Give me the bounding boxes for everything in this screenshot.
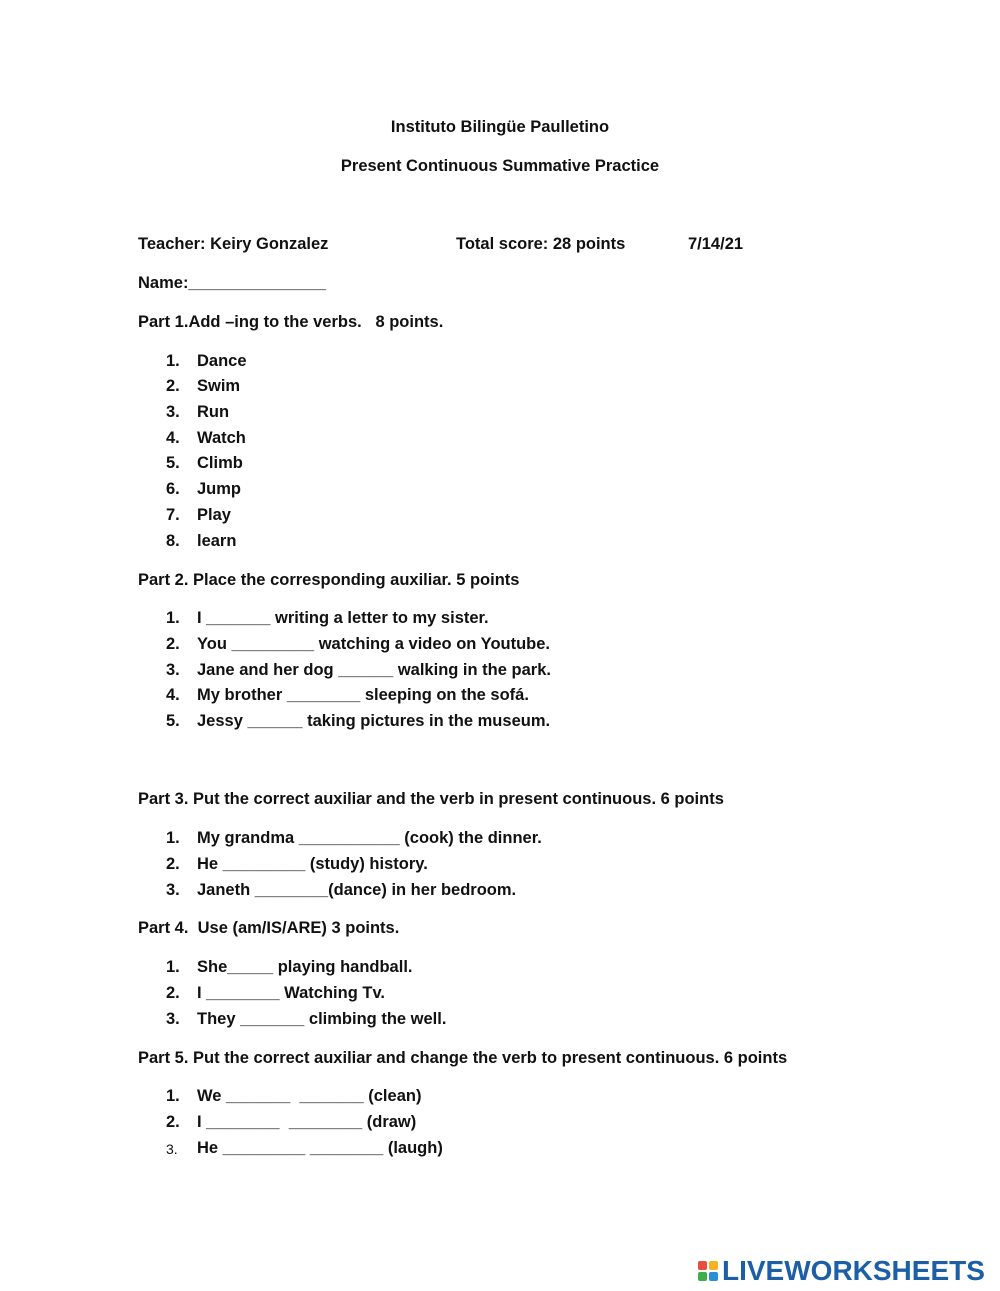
school-name: Instituto Bilingüe Paulletino xyxy=(390,118,610,136)
liveworksheets-logo[interactable] xyxy=(698,1254,985,1288)
item-number: 1. xyxy=(166,958,180,976)
item-text: Swim xyxy=(197,377,241,395)
item-number: 1. xyxy=(166,609,180,627)
item-number: 5. xyxy=(166,712,180,730)
item-text: He _________ ________ (laugh) xyxy=(197,1139,443,1157)
item-number: 8. xyxy=(166,532,180,550)
liveworksheets-icon xyxy=(698,1261,718,1281)
logo-square-icon xyxy=(698,1272,707,1281)
item-number: 2. xyxy=(166,377,180,395)
item-text: She_____ playing handball. xyxy=(197,958,413,976)
part4-heading: Part 4. Use (am/IS/ARE) 3 points. xyxy=(138,919,400,937)
item-number: 3. xyxy=(166,1141,178,1157)
item-number: 3. xyxy=(166,881,180,899)
item-text: You _________ watching a video on Youtube. xyxy=(197,635,551,653)
item-text: learn xyxy=(197,532,237,550)
item-text: They _______ climbing the well. xyxy=(197,1010,447,1028)
item-text: I ________ Watching Tv. xyxy=(197,984,385,1002)
item-number: 1. xyxy=(166,1087,180,1105)
total-score-label: Total score: 28 points xyxy=(456,235,626,253)
item-text: Jessy ______ taking pictures in the museum. xyxy=(197,712,551,730)
logo-square-icon xyxy=(709,1261,718,1270)
item-number: 1. xyxy=(166,352,180,370)
item-text: I ________ ________ (draw) xyxy=(197,1113,417,1131)
part3-heading: Part 3. Put the correct auxiliar and the verb in present continuous. 6 points xyxy=(138,790,724,808)
item-text: Climb xyxy=(197,454,243,472)
item-number: 2. xyxy=(166,635,180,653)
logo-text: LIVEWORKSHEETS xyxy=(722,1255,985,1286)
item-text: Run xyxy=(197,403,230,421)
item-number: 2. xyxy=(166,984,180,1002)
part5-heading: Part 5. Put the correct auxiliar and change the verb to present continuous. 6 points xyxy=(138,1049,788,1067)
item-text: Play xyxy=(197,506,231,524)
item-number: 2. xyxy=(166,855,180,873)
item-text: My brother ________ sleeping on the sofá. xyxy=(197,686,529,704)
item-text: Janeth ________(dance) in her bedroom. xyxy=(197,881,517,899)
item-number: 2. xyxy=(166,1113,180,1131)
worksheet-title: Present Continuous Summative Practice xyxy=(340,157,660,175)
item-text: Dance xyxy=(197,352,247,370)
item-text: Jump xyxy=(197,480,242,498)
item-text: My grandma ___________ (cook) the dinner. xyxy=(197,829,542,847)
item-number: 1. xyxy=(166,829,180,847)
logo-square-icon xyxy=(709,1272,718,1281)
item-text: Jane and her dog ______ walking in the park. xyxy=(197,661,551,679)
item-number: 5. xyxy=(166,454,180,472)
item-number: 3. xyxy=(166,661,180,679)
item-text: He _________ (study) history. xyxy=(197,855,428,873)
part1-heading: Part 1.Add –ing to the verbs. 8 points. xyxy=(138,313,444,331)
item-number: 4. xyxy=(166,686,180,704)
item-number: 4. xyxy=(166,429,180,447)
item-number: 3. xyxy=(166,1010,180,1028)
item-text: Watch xyxy=(197,429,246,447)
name-field[interactable]: Name:_______________ xyxy=(138,274,327,292)
item-number: 6. xyxy=(166,480,180,498)
item-text: We _______ _______ (clean) xyxy=(197,1087,422,1105)
date-label: 7/14/21 xyxy=(688,235,744,253)
part2-heading: Part 2. Place the corresponding auxiliar. 5 points xyxy=(138,571,520,589)
item-number: 7. xyxy=(166,506,180,524)
item-number: 3. xyxy=(166,403,180,421)
logo-square-icon xyxy=(698,1261,707,1270)
teacher-label: Teacher: Keiry Gonzalez xyxy=(138,235,329,253)
item-text: I _______ writing a letter to my sister. xyxy=(197,609,489,627)
